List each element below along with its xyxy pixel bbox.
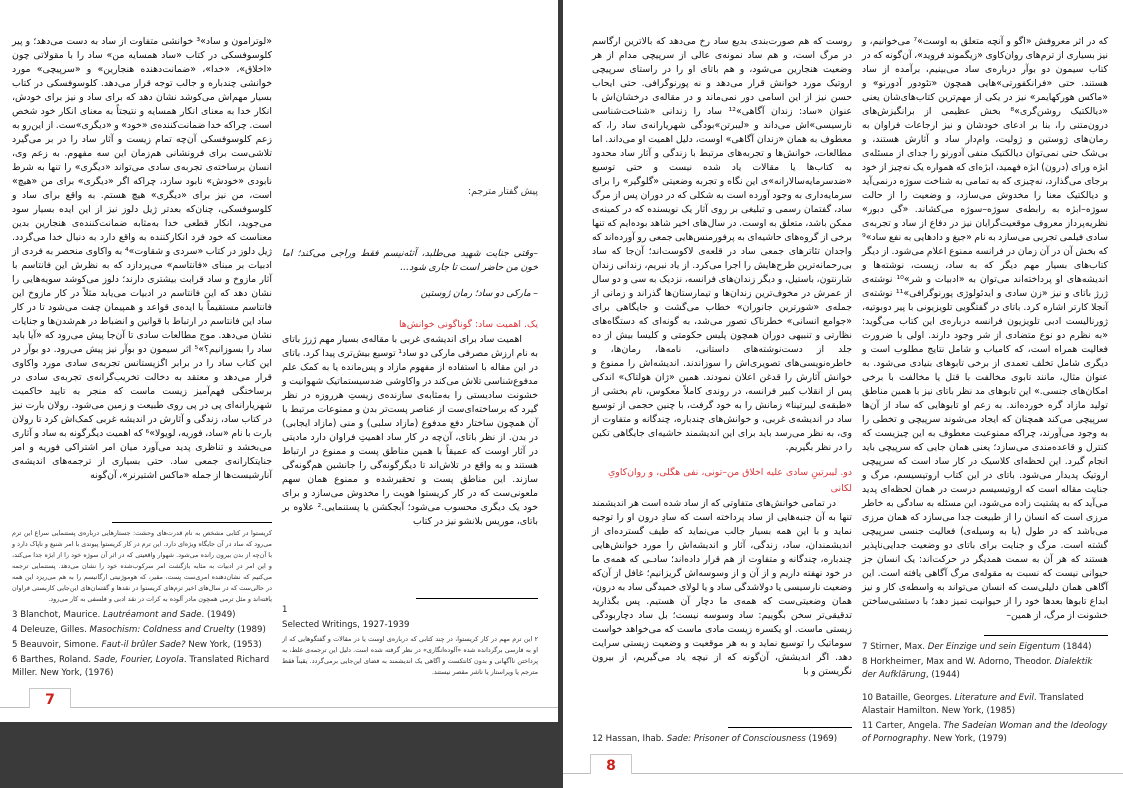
footnote-10: 10 Bataille, Georges. Literature and Evil. Translated Alastair Hamilton. New York, (1985) [862, 693, 1084, 716]
page8-left-column [592, 35, 852, 748]
footnotes-list [862, 641, 1108, 746]
footnote-5: 5 Beauvoir, Simone. Faut-il brûler Sade? New York, (1953) [12, 640, 262, 650]
footnote-11: 11 Carter, Angela. The Sadeian Woman and the Ideology of Pornography. New York, (1979) [862, 721, 1108, 744]
footnote-8: 8 Horkheimer, Max and W. Adorno, Theodor. Dialektik der Aufklärung, (1944) [862, 657, 1093, 680]
footnotes-area [12, 510, 272, 682]
footnote-divider [416, 598, 538, 599]
page-footer [563, 754, 1123, 788]
page-footer [0, 688, 558, 722]
footer-line [563, 773, 1123, 774]
page8-right-column [862, 35, 1108, 748]
page-number: 8 [590, 754, 632, 774]
section-heading: یک. اهمیت ساد: گوناگونی خوانش‌ها [398, 319, 538, 330]
body-text: روست که هم صورت‌بندی بدیع ساد رخ می‌دهد که بالاترین ارگاسم در مرگ است، و هم ساد نمونه‌ی عالی از سرپیچی مدام از هر وضعیت هنجارین می‌شود، و هم باتای او را در راستای سرپیچی اروتیک مورد خوانش قرار می‌دهد و نه پورنوگرافی. حتی ایحاب حسن نیز از این اسامی دور نمی‌ماند و در مقاله‌ی درخشان‌اش با عنوان «ساد: زندان آگاهی»¹² ساد را زندانی «شناخت‌شناسی نارسیسی»‌اش می‌داند و «لیبرتن»بودگی شهریارانه‌ی ساد را، که معطوف به همان «زندان آگاهی» اوست، دلیل اهمیت او می‌داند. اما مطالعات، خوانش‌ها و تجربه‌های مرتبط با زندگی و آثار ساد محدود به کتاب‌ها یا مقالات یاد شده نیست و حتی توسیع «ضدسرمایه‌سالارانه»ی این نگاه و تجربه وضعیتی «گلوگیر» را برای سرمایه‌داری به وجود آورده است به شکلی که در دوران پس از مرگ ساد، گفتمان رسمی و تبلیغی بر روی آثار یک نویسنده که در کمینه‌ی ممکن باشد، متعلق به اوست. در سال‌های اخیر شاهد بوده‌ایم که تنها برخی از گروه‌های حاشیه‌ای به پرفورمنس‌هایی جمعی رو آورده‌اند که واجدان تئاترهای جمعی ساد در قلعه‌ی لاکوست‌اند؛ آن‌جا که ساد بی‌رحمانه‌ترین طرح‌هایش را اجرا می‌کرد. از یاد نبریم، زندانی زندان شارنتون، باستیل، و دیگر زندان‌های فرانسه، نزدیک به سی و دو سال از عمرش در مخوف‌ترین زندان‌ها و تیمارستان‌ها گذراند و زمانی از جمله‌ی «شورترین جانوران» خطاب می‌گشت و جایگاهی برای «جوامع انسانی» خطرناک تصور می‌شد، به گونه‌ای که دستگاه‌های نظارتی و تنبیهی دوران همچون پلیس حکومتی و کلیسا بیش از ده جلد از دست‌نوشته‌های داستانی، نامه‌ها، رمان‌ها، و خاطره‌نویسی‌های تصویری‌اش را سوزاندند. اندیشه‌اش را ممنوع و خوانش آثارش را قدغن اعلان نمودند. همین «ژان هولتاک» اندکی پس از انقلاب کبیر فرانسه، در روندی کاملاً معکوس، نام بخشی از «طبقه‌ی لیبرتینا» زمانش را به خود گرفت، با چنین حجمی از توسیع ساد در اندیشه‌ی غربی، و خوانش‌های چندباره، چندگانه و متفاوت از وی، به نظر می‌رسد باید برای این اندیشمند حاشیه‌ای جایگاهی تکین را در نظر بگیریم. [592, 36, 852, 453]
footnote-4: 4 Deleuze, Gilles. Masochism: Coldness and Cruelty (1989) [12, 625, 266, 635]
body-text: اهمیت ساد برای اندیشه‌ی غربی با مقاله‌ی بسیار مهم ژرژ باتای به نام ارزش مصرفی مارکی دو ساد¹ توسیع بیش‌تری پیدا کرد. باتای در این مقاله با استفاده از مفهوم مازاد و پس‌مانده یا به کمک علم مدفوع‌شناسی تلاش می‌کند در واکاوشی ضدسیستماتیک شهوانیت و خشونت سادیستی را به‌مثابه‌ی سازنده‌ی زیستِ هرروزه در نظر گیرد که برساخته‌ای‌ست از عناصر پست‌تر بدن و ممنوعات مرتبط با آن همچون ساختار دفع مدفوع (مازاد سلبی) و منی (مازاد ایجابی) در بدن. از نظر باتای، آن‌چه در کار ساد اهمیتِ فراوان دارد مادیتی در آثار اوست که عمیقاً با همین مناطق پست و ممنوع در ارتباط هستند و به واقع در تلاش‌اند تا دیگرگونه‌گی را جانشین هم‌گونه‌گی سازند. این مناطق پست و تحقیرشده و ممنوع همان سهم ملعونی‌ست که در کار کریستوا هویت را مخدوش می‌سازد و برای خود یک دیگری محسوب می‌شود؛ آبجکشن یا پستنمایی.² علاوه بر باتای، موریس بلانشو نیز در کتاب [282, 334, 539, 527]
footnote-divider [984, 635, 1108, 636]
epigraph: –وقتی جنایت شهید می‌طلبد، آتئه‌نیسم فقط وراجی می‌کند؛ اما خون من حاضر است تا جاری شود... [282, 248, 538, 273]
page-8 [563, 0, 1123, 788]
footnote-3: 3 Blanchot, Maurice. Lautréamont and Sade. (1949) [12, 610, 236, 620]
footnote-persian: کریستوا در کتابی مشخص به نام قدرت‌های وحشت: جستارهایی درباره‌ی پستنمایی سراغ این ترم می‌رود که ساد در آن جایگاه ویژه‌ای دارد. این ترم در کار کریستوا پیوندی با امر شنیع و ناپاک دارد و با آن‌چه از بدن بیرون رانده می‌شود. شهوار واقعیتی که در اثر آن سوژه خود را از ابژه جدا می‌کند، و این امر در ادبیات به مثابه بازگشت امر سرکوب‌شده خود را نشان می‌دهد. پستنمایی ترجمه می‌کنیم که نشان‌دهنده امری‌ست پست، مقیر، که هوموژنیتی ارگانیسم را به هم می‌ریزد این همه در حالی‌ست که در سال‌های اخیر ترم‌های کریستوا در نقدها و گفتمان‌های این‌جایی کاربستی فراوان یافته‌اند و مثل ترمی همچون مادر آلوده به کرات در نقد ادبی و فلسفی به کار می‌رود. [12, 529, 272, 603]
footnote-6: 6 Barthes, Roland. Sade, Fourier, Loyola. Translated Richard Miller. New York, (1976) [12, 655, 270, 678]
footnote-12: 12 Hassan, Ihab. Sade: Prisoner of Consciousness (1969) [592, 734, 838, 744]
footnote-1: 1 Selected Writings, 1927-1939 [282, 605, 410, 630]
footnotes-area [592, 715, 852, 748]
footnote-divider [112, 522, 272, 523]
preface-label: پیش گفتار مترجم: [468, 186, 538, 197]
footnotes-area [282, 586, 538, 682]
page7-left-column [12, 35, 272, 682]
footnotes-area [862, 623, 1108, 748]
page-number: 7 [29, 688, 71, 708]
footnote-7: 7 Stirner, Max. Der Einzige und sein Eigentum (1844) [862, 642, 1092, 652]
body-text: که در اثر معروفش «اگو و آنچه متعلق به اوست»⁷ می‌خوانیم، و نیز بسیاری از ترم‌های روان‌کاوی «زیگموند فروید»، آن‌گونه که در کتاب سیمون دو بوآر درباره‌ی ساد می‌بینیم، برآمده از ساد هستند. حتی «فرانکفورتی»هایی همچون «تئودور آدورنو» و «ماکس هورکهایمر» نیز در یکی از مهم‌ترین کتاب‌های‌شان یعنی «دیالکتیک روشن‌گری»⁸ بخش عظیمی از برانگیزش‌های درون‌متنی را، بنا بر ادعای خودشان و نیز ارجاعات فراوان به رمان‌های ژوستین و ژولیت، وام‌دار ساد و آثارش هستند، و بی‌شک حتی نمی‌توان دیالکتیک منفی آدورنو را جدای از مسئله‌ی ابژه ورای (درون) ابژه فهمید، ابژه‌ای که همواره یک نه‌چیز از خود برجای می‌گذارد، نه‌چیزی که به تمامی به شناخت سوژه درنمی‌آید و دیالکتیک معنا را مخدوش می‌سازد، و وضعیت را از حالت سوژه–ابژه به رابطه‌ی سوژه–سوژه می‌کشاند. «گی دبور» نظریه‌پرداز معروف موقعیت‌گرایان نیز در دفاع از ساد و تجربه‌ی سادی فیلمی تجربی می‌سازد به نام «جیغ و دادهایی به نفع ساد»⁹ که بخش آن در آن زمان در فرانسه ممنوع اعلام می‌شود. از دیگر کتاب‌های بسیار مهم دیگر که به ساد، زیست، نوشته‌ها و اندیشه‌های او پرداخته‌اند می‌توان به «ادبیات و شر»¹⁰ نوشته‌ی ژرژ باتای و نیز «زن سادی و ایدئولوژی پورنوگرافی»¹¹ نوشته‌ی آنجلا کارتر اشاره کرد. باتای در گفتگویی تلویزیونی با پیر دوبوتیه، ژورنالیست ادبی تلویزیون فرانسه درباره‌ی این کتاب می‌گوید: «به نظرم دو نوع متضادی از شر وجود دارند. اولی با ضرورت فعالیت همراه است، که کامیاب و شامل نتایج مطلوب است و دیگری شامل تخلف تعمدی از برخی تابوهای بنیادی می‌شود. به عنوان مثال، مانند تابوی مخالفت با قتل یا مخالفت با برخی امکان‌های جنسی.» این تابوهای مد نظر باتای نیز با همین مناطق تولید مازاد گره خورده‌اند. به زعم او تابوهایی که ساد از آن‌ها سرپیچی می‌کند همچنان که ایجاد می‌شوند سرپیچی و تخطی را به وجود می‌آورند، چراکه ممنوعیت معطوف به این چیزیست که کنترل و قاعده‌مندی می‌سازد؛ یعنی همان جایی که سرپیچی باید انجام گیرد. این لحظه‌ای کلاسیک در کار ساد است که سرپیچی اروتیک پدیدار می‌شود. باتای در این کتاب اروتیسیسم، مرگ و جنایت مقاله است که اروتیسیسم درست در همان لحظه‌ای پدید می‌آید که به پشتیت زاده می‌شود، این مسئله به سادگی به خاطر مرزی است که انسان را از طبیعت جدا می‌سازد که همان مرزی می‌باشد که در طول (یا به وسیله‌ی) فعالیت جنسی سرپیچی گشته است. مرگ و جنایت برای باتای دو وضعیت جدایی‌ناپذیر هستند که هر آن به سمت همدیگر در حرکت‌اند: یک انسان جز حیوانی نیست که نسبت به مقوله‌ی مرگ آگاهی یافته است. این آگاهی همان دلیلی‌ست که انسان می‌تواند به واسطه‌ی کار و نیز ابداع تابوها بعدها خود را از حیوانیت تمیز دهد؛ با دستشی‌ساختن خشونت از مرگ، از همین– [862, 36, 1109, 621]
body-text: در تمامی خوانش‌های متفاوتی که از ساد شده است هر اندیشمند تنها به آن جنبه‌هایی از ساد پرداخته است که سادِ درون او را توجیه نماید و با این همه بسیار جالب می‌نماید که طیف گسترده‌ای از اندیشمندان، ساد، زندگی، آثار و اندیشه‌اش را مورد خوانش‌هایی چندباره، چندگانه و متفاوت از هم قرار داده‌اند؛ سادـی که همه‌ی ما در خود نهفته داریم و از آن و از وسوسه‌اش گریزانیم؛ غافل از آن‌که وضعیت نارسیسی یا دولاشدگی ساد و یا لولای خمیدگی ساد به درون، همان وضعیتی‌ست که همه‌ی ما دچار آن هستیم. پس بگذارید تدقیقی‌تر سخن بگوییم: ساد وسوسه نیست؛ بل ساد دچاربودگی زیستی ماست. او یکسره زیست مادی ماست که می‌خواهد خواست سوماتیک را توسیع نماید و به هر موقعیت و وضعیت زیستی سرایت دهد. اگر اندیشش، آن‌گونه که از نیچه یاد می‌گیریم، از بیرون نگریستن و با [592, 498, 852, 677]
footer-line [0, 707, 558, 708]
footnotes-list [12, 609, 272, 680]
page-7 [0, 0, 558, 722]
page7-right-column [282, 35, 538, 682]
epigraph-source: – مارکی دو ساد؛ رمان ژوستین [420, 288, 538, 299]
footnote-2: ۲ این ترم مهم در کار کریستوا، در چند کتابی که درباره‌ی اوست یا در مقالات و گفتگوهایی که از او به فارسی برگردانده شده «آلوده‌انگاری» در نظر گرفته شده است. دلیل این ترجمه‌ی غلط، به پرداختن ناآگهانی و بدون کانتکست و آگاهی یک اندیشمند به فضای این‌جایی برمی‌گردد. یقیناً فقط مترجم یا ویراستار یا ناشر مقصر نیستند. [282, 635, 538, 676]
section-heading: دو. لیبرتینِ سادی علیه اخلاق من–تونی، نفی هگلی، و روان‌کاویِ لکانی [607, 467, 852, 494]
body-text: «لوترامون و ساد»³ خوانشی متفاوت از ساد به دست می‌دهد؛ و پیر کلوسوفسکی در کتاب «ساد همسایه من» ساد را با مقولاتی چون «اخلاق»، «خدا»، «ضمانت‌دهنده هنجارین» و «سرپیچی» مورد خوانشی چندباره و جالب توجه قرار می‌دهد. کلوسوفسکی در کتاب بسیار مهم‌اش می‌کوشد نشان دهد که برای ساد و نیز برای خودش، انکار خدا به معنای انکار همسایه و نتیجتاً به معنای انکار خود شخص است. چراکه خدا ضمانت‌کننده‌ی «خود» و «دیگری»‌ست. از این‌رو به زعم کلوسوفسکی آن‌چه تمام زیست و آثار ساد را در بر می‌گیرد تلاشی‌ست برای فرونشانی هم‌زمان این سه مفهوم. به زعم وی، انسان برساخته‌ی تجربه‌ی سادی می‌تواند «دیگری» را تنها به شرط نابودی «خودش» نابود سازد، چراکه اگر «دیگری» برای من «هیچ» است، من نیز برای «دیگری» هیچ هستم. به واقع برای ساد و کلوسوفسکی، چنان‌که بعدتر ژیل دلوز نیز از این ایده بسیار سود می‌جوید، انکار قطعی خدا به‌مثابه ضمانت‌کننده‌ی هنجارین بدین معناست که خود فرد انکارکننده به واقع دارد به دنبال خدا می‌گردد. ژیل دلوز در کتاب «سردی و شقاوت»⁴ به واکاوی منحصر به فردی از ادبیات بر مبنای «فانتاسم» می‌پردازد که به نظرش این فانتاسم با آثار مازوخ و ساد قرابت بیشتری دارند؛ دلوز می‌کوشد سویه‌هایی را نشان دهد که این فانتاسم در ادبیات می‌یابد مثلاً در کار مازوخ این فانتاسم مستقیماً با ایده‌ی قواعد و همپیمان چفت می‌شود تا در کار ساد این فانتاسم در ارتباط با قوانین و انضباط در هم‌شدن‌ها و جنایات نشان می‌دهد. موج مطالعات سادی تا آن‌جا پیش می‌رود که «آیا باید ساد را بسوزانیم؟»⁵ اثر سیمون دو بوآر نیز پیش می‌رود. دو بوآر در این کتاب ساد را در برابر اگزیستانس تجربه‌ی سادی مورد واکاوی قرار می‌دهد و معتقد به دخالت تخریب‌گرانه‌ی تجربه‌ی سادی در برساختگی فهم‌آمیز زیست ماست که منجر به تایید حاکمیت شهریارانه‌ای پی در پی روی طبیعت و زمین می‌شود. رولان بارت نیز در کتاب ساد، زندگی و آثارش در اندیشه غربی کمک‌اش کرد تا رولان بارت با نام «ساد، فوریه، لویولا»⁶ که اهمیت دیگرگونه به ساد و آثاری می‌بخشد و تناظری پدید می‌آورد میان امر اشتراکی فوریه و امر جنایتکارانه‌ی جمعی ساد. حتی بسیاری از ترجمه‌های اندیشه‌ی آنارشیست‌ها از جمله «ماکس اشتیرنر»، آن‌گونه [12, 36, 272, 481]
